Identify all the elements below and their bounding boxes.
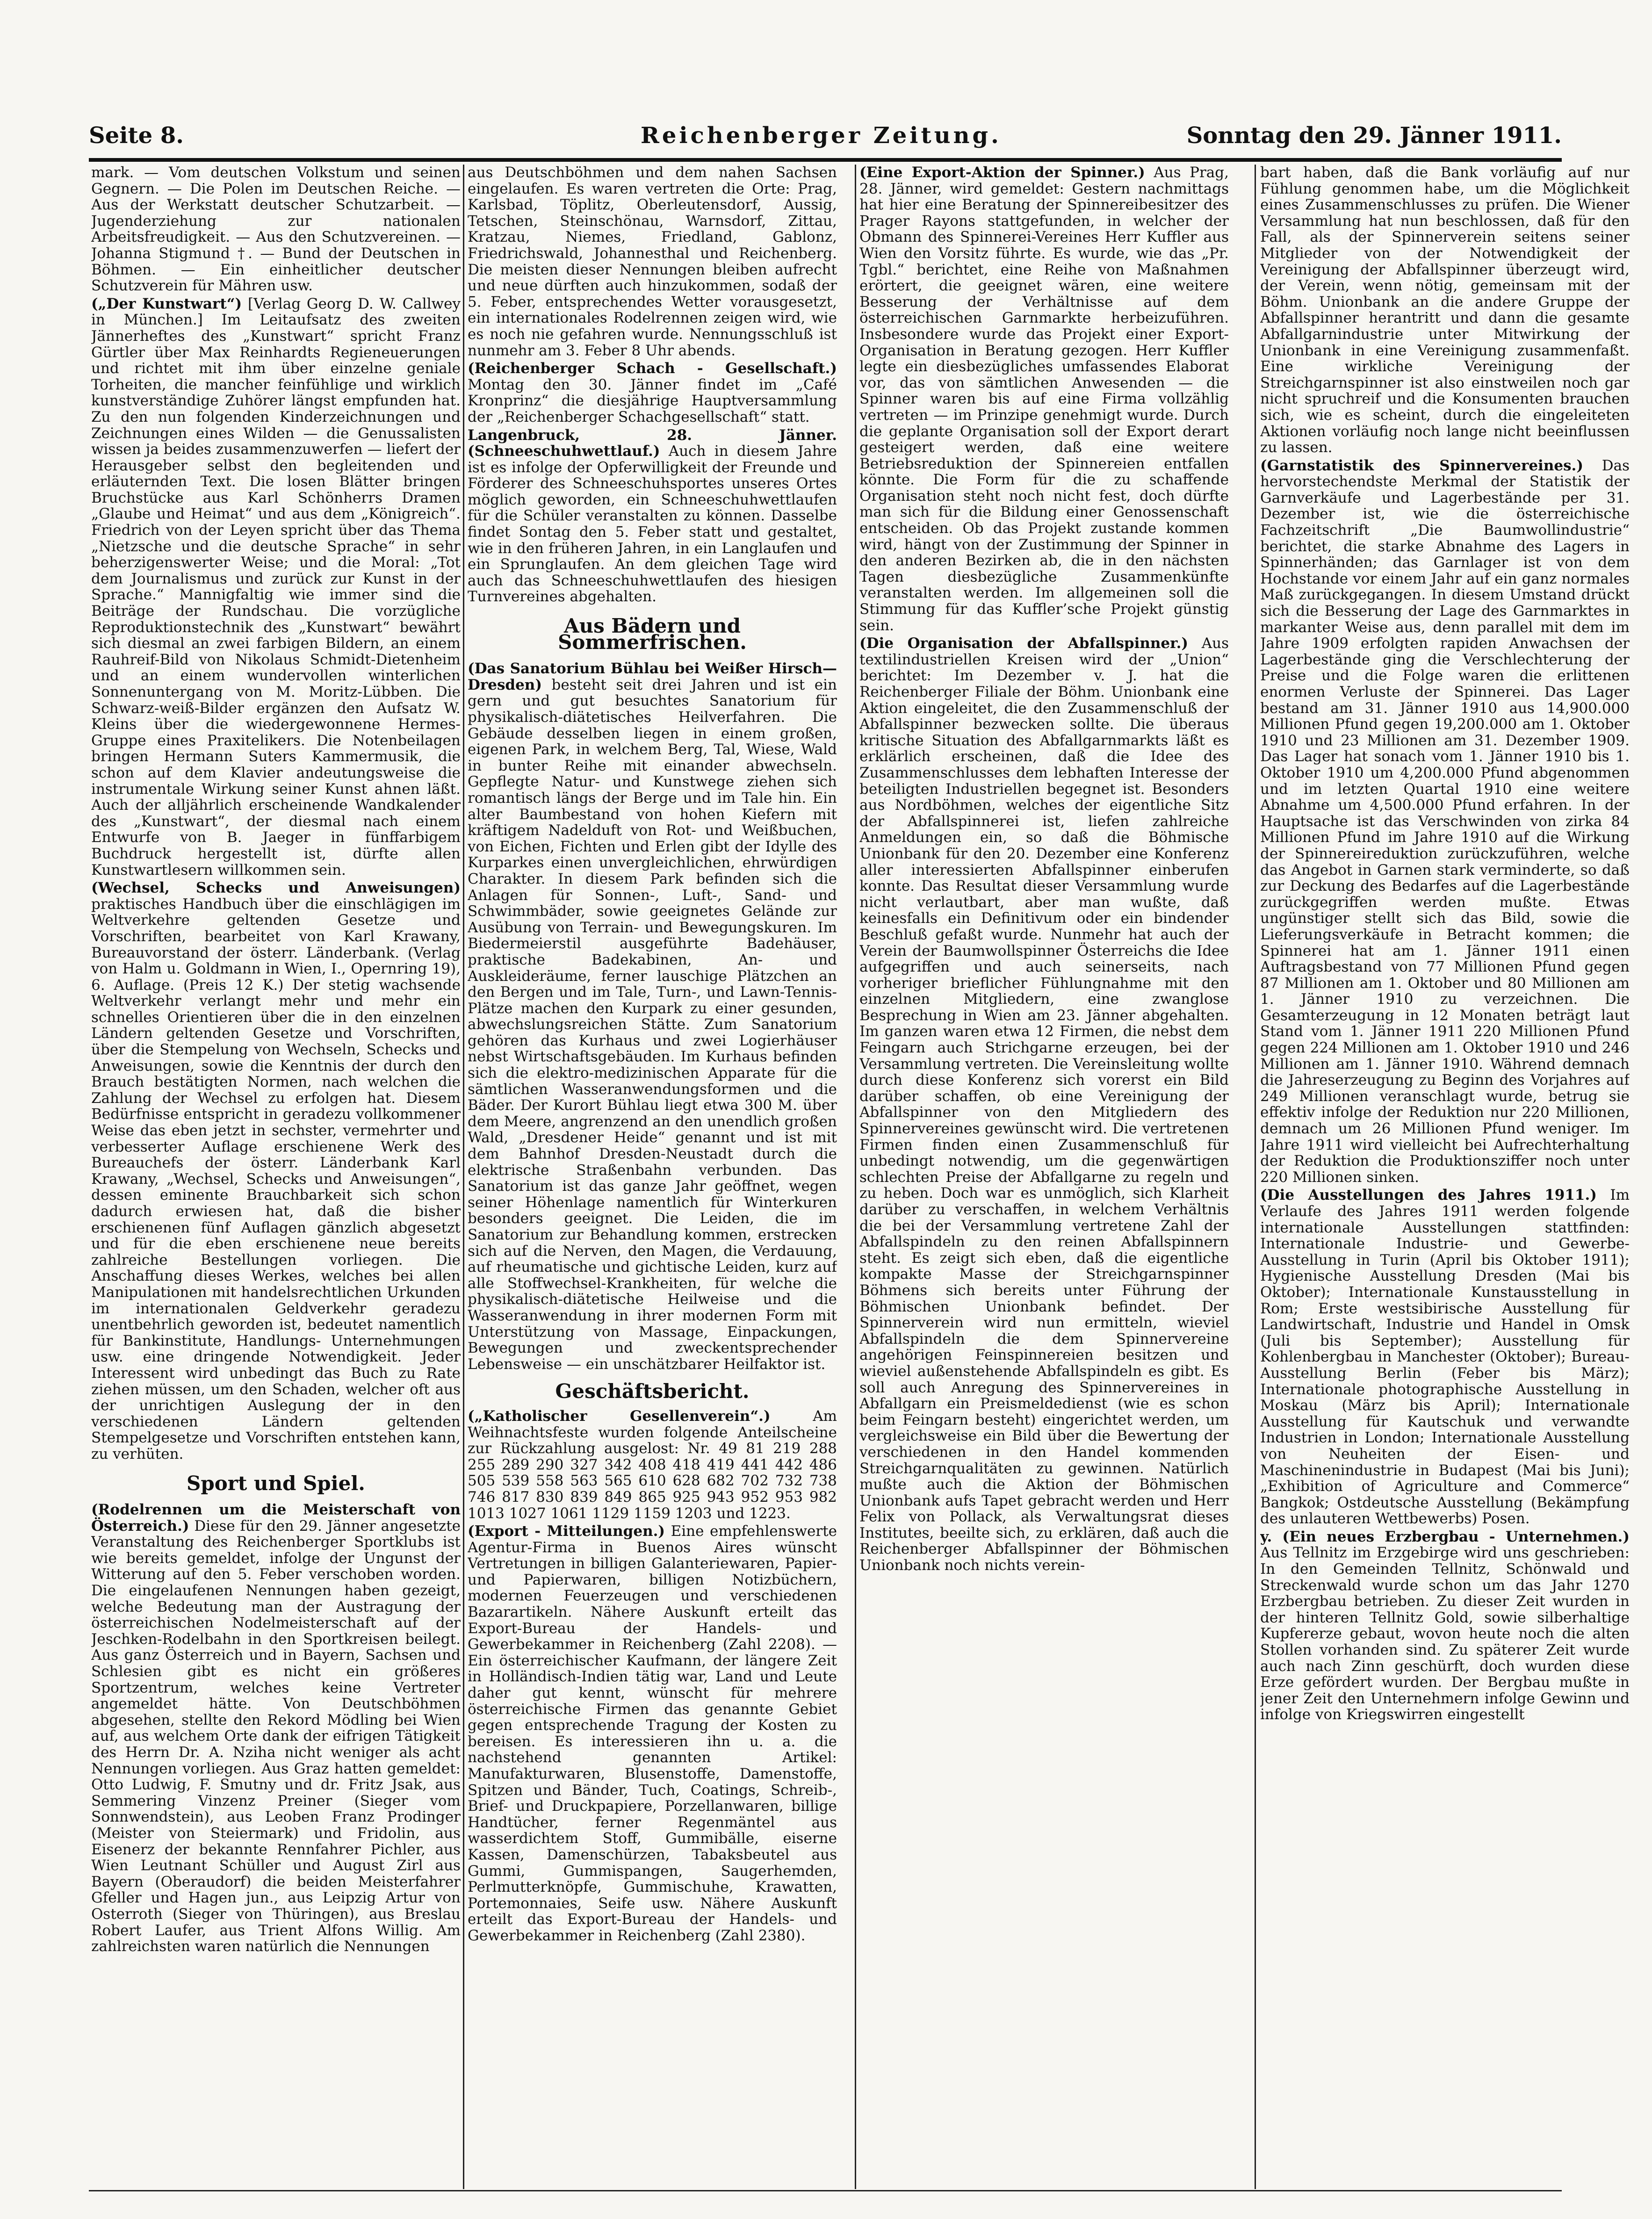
article-text: Aus textilindustriellen Kreisen wird der „Union“ berichtet: Im Dezember v. J. hat die Reichenberger Filiale der Böhm. Unionbank eine Aktion eingeleitet, die den Zusammenschluß der Abfallspinner bezwecken sollte. Die überaus kritische Situation des Abfallgarnmarkts läßt es erklärlich erscheinen, daß die Idee des Zusammenschlusses dem lebhaften Interesse der beteiligten Industriellen begegnet ist. Besonders aus Nordböhmen, welches der eigentliche Sitz der Abfallspinnerei ist, liefen zahlreiche Anmeldungen ein, so daß die Böhmische Unionbank für den 20. Dezember eine Konferenz aller interessierten Abfallspinner einberufen konnte. Das Resultat dieser Versammlung wurde nicht verlautbart, aber man wußte, daß keinesfalls ein Definitivum oder ein bindender Beschluß gefaßt wurde. Nunmehr hat auch der Verein der Baumwollspinner Österreichs die Idee aufgegriffen und auch seinerseits, nach vorheriger brieflicher Fühlungnahme mit den einzelnen Mitgliedern, eine zwanglose Besprechung in Wien am 23. Jänner abgehalten. Im ganzen waren etwa 12 Firmen, die nebst dem Feingarn auch Strichgarne erzeugen, bei der Versammlung vertreten. Die Vereinsleitung wollte durch diese Konferenz sich vorerst ein Bild darüber schaffen, ob eine Vereinigung der Abfallspinner von den Mitgliedern des Spinnervereines gewünscht wird. Die vertretenen Firmen finden einen Zusammenschluß für unbedingt notwendig, um die gegenwärtigen schlechten Preise der Abfallgarne zu regeln und zu heben. Doch war es unmöglich, sich Klarheit darüber zu verschaffen, in welchem Verhältnis die bei der Versammlung vertretene Zahl der Abfallspindeln zu den reinen Abfallspinnern steht. Es zeigt sich eben, daß die eigentliche kompakte Masse der Streichgarnspinner Böhmens sich bereits unter Führung der Böhmischen Unionbank befindet. Der Spinnerverein wird nun ermitteln, wieviel Abfallspindeln die dem Spinnervereine angehörigen Feinspinnereien besitzen und wieviel außenstehende Abfallspindeln es gibt. Es soll auch Anregung des Spinnervereines in Abfallgarn ein Preismeldedienst (wie es schon beim Feingarn besteht) eingerichtet werden, um vergleichsweise ein Bild über die Bewertung der verschiedenen in den Handel kommenden Streichgarnqualitäten zu gewinnen. Natürlich mußte auch die Aktion der Böhmischen Unionbank aufs Tapet gebracht werden und Herr Felix von Pollack, als Verwaltungsrat dieses Institutes, beeilte sich, zu erklären, daß auch die Reichenberger Abfallspinner der Böhmischen Unionbank noch nichts verein- (859, 635, 1229, 1574)
column-2 (468, 165, 837, 2189)
article-heading: (Export - Mitteilungen.) (468, 1523, 665, 1540)
article-heading: Langenbruck, 28. Jänner. (Schneeschuhwettlauf.) (468, 426, 837, 460)
article-text: [Verlag Georg D. W. Callwey in München.] Im Leitaufsatz des zweiten Jännerheftes des „Kunstwart“ spricht Franz Gürtler über Max Reinhardts Regieneuerungen und richtet mit ihm über einzelne geniale Torheiten, die mancher feinfühlige und wirklich kunstverständige Zuhörer längst empfunden hat. Zu den nun folgenden Kinderzeichnungen und Zeichnungen eines Wilden — die Genussalisten wissen ja beides zusammenzuwerfen — liefert der Herausgeber selbst den begleitenden und erläuternden Text. Die losen Blätter bringen Bruchstücke aus Karl Schönherrs Dramen „Glaube und Heimat“ und aus dem „Königreich“. Friedrich von der Leyen spricht über das Thema „Nietzsche und die deutsche Sprache“ in sehr beherzigenswerter Weise; und die Moral: „Tot dem Journalismus und zurück zur Kunst in der Sprache.“ Mannigfaltig wie immer sind die Beiträge der Rundschau. Die vorzügliche Reproduktionstechnik des „Kunstwart“ bewährt sich diesmal an zwei farbigen Bildern, an einem Rauhreif-Bild von Nikolaus Schmidt-Dietenheim und an einem wundervollen winterlichen Sonnenuntergang von M. Moritz-Lübben. Die Schwarz-weiß-Bilder ergänzen den Aufsatz W. Kleins über die wiedergewonnene Hermes-Gruppe eines Praxitelikers. Die Notenbeilagen bringen Hermann Suters Kammermusik, die schon auf dem Klavier andeutungsweise die instrumentale Wirkung seiner Kunst ahnen läßt. Auch der alljährlich erscheinende Wandkalender des „Kunstwart“, der diesmal nach einem Entwurfe von B. Jaeger in fünffarbigem Buchdruck hergestellt ist, dürfte allen Kunstwartlesern willkommen sein. (91, 295, 461, 879)
article (1260, 458, 1630, 1186)
page-header (89, 122, 1562, 151)
article-heading: („Der Kunstwart“) (91, 295, 242, 312)
article (1260, 1529, 1630, 1723)
column-divider (855, 165, 856, 2189)
section-title-sport: Sport und Spiel. (187, 1471, 365, 1495)
article-text: besteht seit drei Jahren und ist ein gern und gut besuchtes Sanatorium für physikalisch-diätetisches Heilverfahren. Die Gebäude desselben liegen in einem großen, eigenen Park, in welchem Berg, Tal, Wiese, Wald in bunter Reihe mit einander abwechseln. Gepflegte Natur- und Kunstwege ziehen sich romantisch längs der Berge und im Tale hin. Ein alter Baumbestand von hohen Kiefern mit kräftigem Nadelduft von Rot- und Weißbuchen, von Eichen, Fichten und Erlen gibt der Idylle des Kurparkes einen unvergleichlichen, ehrwürdigen Charakter. In diesem Park befinden sich die Anlagen für Sonnen-, Luft-, Sand- und Schwimmbäder, sowie geeignetes Gelände zur Ausübung von Terrain- und Bewegungskuren. Im Biedermeierstil ausgeführte Badehäuser, praktische Badekabinen, An- und Auskleideräume, ferner lauschige Plätzchen an den Bergen und im Tale, Turn-, und Lawn-Tennis-Plätze machen den Kurpark zu einer gesunden, abwechslungsreichen Stätte. Zum Sanatorium gehören das Kurhaus und zwei Logierhäuser nebst Wirtschaftsgebäuden. Im Kurhaus befinden sich die elektro-medizinischen Apparate für die sämtlichen Wasseranwendungsformen und die Bäder. Der Kurort Bühlau liegt etwa 300 M. über dem Meere, angrenzend an den unendlich großen Wald, „Dresdener Heide“ genannt und ist mit dem Bahnhof Dresden-Neustadt durch die elektrische Straßenbahn verbunden. Das Sanatorium ist das ganze Jahr geöffnet, wegen seiner Höhenlage namentlich für Winterkuren besonders geeignet. Die Leiden, die im Sanatorium zur Behandlung kommen, erstrecken sich auf die Nerven, den Magen, die Verdauung, auf rheumatische und gichtische Leiden, kurz auf alle Stoffwechsel-Krankheiten, für welche die physikalisch-diätetische Heilweise und die Wasseranwendung in ihrer modernen Form mit Unterstützung von Massage, Einpackungen, Bewegungen und zweckentsprechender Lebensweise — ein unschätzbarer Heilfaktor ist. (468, 676, 837, 1373)
article-heading: (Garnstatistik des Spinnervereines.) (1260, 457, 1584, 474)
section-title-baeder: Aus Bädern und Sommerfrischen. (558, 614, 747, 654)
article-text: Diese für den 29. Jänner angesetzte Veranstaltung des Reichenberger Sportklubs ist wie bereits gemeldet, infolge der Ungunst der Witterung auf den 5. Feber verschoben worden. Die eingelaufenen Nennungen haben gezeigt, welche Bedeutung man der Austragung der österreichischen Nodelmeisterschaft auf der Jeschken-Rodelbahn in den Sportkreisen beilegt. Aus ganz Österreich und in Bayern, Sachsen und Schlesien gibt es nicht ein größeres Sportzentrum, welches keine Vertreter angemeldet hätte. Von Deutschböhmen abgesehen, stellte den Rekord Mödling bei Wien auf, aus welchem Orte dank der eifrigen Tätigkeit des Herrn Dr. A. Nziha nicht weniger als acht Nennungen vorliegen. Aus Graz hatten gemeldet: Otto Ludwig, F. Smutny und dr. Fritz Jsak, aus Semmering Vinzenz Preiner (Sieger vom Sonnwendstein), aus Leoben Franz Prodinger (Meister von Steiermark) und Fridolin, aus Eisenerz der bekannte Rennfahrer Pichler, aus Wien Leutnant Schüller und August Zirl aus Bayern (Oberaudorf) die beiden Meisterfahrer Gfeller und Hagen jun., aus Leipzig Artur von Osterroth (Sieger von Thüringen), aus Breslau Robert Laufer, aus Trient Alfons Willig. Am zahlreichsten waren natürlich die Nennungen (91, 1517, 461, 1955)
column-1 (91, 165, 461, 2189)
article-text: mark. — Vom deutschen Volkstum und seinen Gegnern. — Die Polen im Deutschen Reiche. — Aus der Werkstatt deutscher Schutzarbeit. — Jugenderziehung zur nationalen Arbeitsfreudigkeit. — Aus den Schutzvereinen. — Johanna Stigmund †. — Bund der Deutschen in Böhmen. — Ein einheitlicher deutscher Schutzverein für Mähren usw. (91, 165, 461, 295)
header-rule (89, 158, 1562, 162)
page-number: Seite 8. (89, 122, 184, 149)
article (859, 165, 1229, 634)
bottom-rule (89, 2190, 1562, 2191)
article (468, 427, 837, 605)
article-text: aus Deutschböhmen und dem nahen Sachsen eingelaufen. Es waren vertreten die Orte: Prag, Karlsbad, Töplitz, Oberleutensdorf, Aussig, Tetschen, Steinschönau, Warnsdorf, Zittau, Kratzau, Niemes, Friedland, Gablonz, Friedrichswald, Johannesthal und Reichenberg. Die meisten dieser Nennungen bleiben aufrecht und neue dürften auch hinzukommen, sodaß der 5. Feber, entsprechendes Wetter vorausgesetzt, ein internationales Rodelrennen zeigen wird, wie es noch nie gefahren wurde. Nennungsschluß ist nunmehr am 3. Feber 8 Uhr abends. (468, 165, 837, 359)
article-text: Das hervorstechendste Merkmal der Statistik der Garnverkäufe und Lagerbestände per 31. Dezember ist, wie die österreichische Fachzeitschrift „Die Baumwollindustrie“ berichtet, die starke Abnahme des Lagers in Spinnerhänden; das Garnlager ist von dem Hochstande vor einem Jahr auf ein ganz normales Maß zurückgegangen. In diesem Umstand drückt sich die Besserung der Lage des Garnmarktes in markanter Weise aus, denn parallel mit dem im Jahre 1909 erfolgten rapiden Anwachsen der Lagerbestände ging die Verschlechterung der Preise und die Folge waren die erlittenen enormen Verluste der Spinnerei. Das Lager bestand am 31. Jänner 1910 aus 14,900.000 Millionen Pfund gegen 19,200.000 am 1. Oktober 1910 und 23 Millionen am 31. Dezember 1909. Das Lager hat sonach vom 1. Jänner 1910 bis 1. Oktober 1910 um 4,200.000 Pfund abgenommen und im letzten Quartal 1910 eine weitere Abnahme um 4,500.000 Pfund erfahren. In der Hauptsache ist das Verschwinden von zirka 84 Millionen Pfund im Jahre 1910 auf die Wirkung der Spinnereireduktion zurückzuführen, welche das Angebot in Garnen stark verminderte, so daß zur Deckung des Bedarfes auf die Lagerbestände zurückgegriffen werden mußte. Etwas ungünstiger stellt sich das Bild, sowie die Lieferungsverkäufe in Betracht kommen; die Spinnerei hat am 1. Jänner 1911 einen Auftragsbestand von 77 Millionen Pfund gegen 87 Millionen am 1. Oktober und 80 Millionen am 1. Jänner 1910 zu verzeichnen. Die Gesamterzeugung in 12 Monaten beträgt laut Stand vom 1. Jänner 1911 220 Millionen Pfund gegen 224 Millionen am 1. Oktober 1910 und 246 Millionen am 1. Jänner 1910. Während demnach die Jahreserzeugung zu Beginn des Vorjahres auf 249 Millionen veranschlagt wurde, betrug sie effektiv infolge der Reduktion nur 220 Millionen, demnach um 26 Millionen Pfund weniger. Im Jahre 1911 wird vielleicht bei Aufrechterhaltung der Reduktion die Produktionsziffer noch unter 220 Millionen sinken. (1260, 457, 1630, 1186)
section-title-geschaeftsbericht: Geschäftsbericht. (555, 1380, 750, 1403)
article-text: bart haben, daß die Bank vorläufig auf nur Fühlung genommen habe, um die Möglichkeit eines Zusammenschlusses zu prüfen. Die Wiener Versammlung hat nun beschlossen, daß für den Fall, als der Spinnerverein seitens seiner Mitglieder von der Notwendigkeit der Vereinigung der Abfallspinner überzeugt wird, der Verein, wenn nötig, gemeinsam mit der Böhm. Unionbank an die andere Gruppe der Abfallspinner herantritt und dann die gesamte Abfallgarnindustrie unter Mitwirkung der Unionbank in eine Vereinigung zusammenfaßt. Eine wirkliche Vereinigung der Streichgarnspinner ist also einstweilen noch gar nicht spruchreif und die Konsumenten brauchen sich, wie es scheint, durch die eingeleiteten Aktionen vorläufig noch lange nicht beeinflussen zu lassen. (1260, 165, 1630, 456)
article-text: praktisches Handbuch über die einschlägigen im Weltverkehre geltenden Gesetze und Vorschriften, bearbeitet von Karl Krawany, Bureauvorstand der österr. Länderbank. (Verlag von Halm u. Goldmann in Wien, I., Opernring 19), 6. Auflage. (Preis 12 K.) Der stetig wachsende Weltverkehr verlangt mehr und mehr ein schnelles Orientieren über die in den einzelnen Ländern geltenden Gesetze und Vorschriften, über die Stempelung von Wechseln, Schecks und Anweisungen, sowie die Kenntnis der durch den Brauch bestätigten Normen, nach welchen die Zahlung der Wechsel zu erfolgen hat. Diesem Bedürfnisse entspricht in geradezu vollkommener Weise das eben jetzt in sechster, vermehrter und verbesserter Auflage erschienene Werk des Bureauchefs der österr. Länderbank Karl Krawany, „Wechsel, Schecks und Anweisungen“, dessen eminente Brauchbarkeit sich schon dadurch erwiesen hat, daß die bisher erschienenen fünf Auflagen gänzlich abgesetzt und für die eben erschienene neue bereits zahlreiche Bestellungen vorliegen. Die Anschaffung dieses Werkes, welches bei allen Manipulationen mit handelsrechtlichen Urkunden im internationalen Geldverkehr geradezu unentbehrlich geworden ist, bedeutet namentlich für Bankinstitute, Handlungs- Unternehmungen usw. eine dringende Notwendigkeit. Jeder Interessent wird unbedingt das Buch zu Rate ziehen müssen, um den Schaden, welcher oft aus der unrichtigen Auslegung der in den verschiedenen Ländern geltenden Stempelgesetze und Vorschriften entstehen kann, zu verhüten. (91, 895, 461, 1463)
column-divider (463, 165, 464, 2189)
article (468, 360, 837, 425)
article-text: Am Weihnachtsfeste wurden folgende Anteilscheine zur Rückzahlung ausgelost: Nr. 49 81 219 288 255 289 290 327 342 408 418 419 441 442 486 505 539 558 563 565 610 628 682 702 732 738 746 817 830 839 849 865 925 943 952 953 982 1013 1027 1061 1129 1159 1203 und 1223. (468, 1407, 837, 1522)
article-heading: („Katholischer Gesellenverein“.) (468, 1407, 771, 1425)
article-heading: (Reichenberger Schach - Gesellschaft.) (468, 360, 837, 377)
article (91, 1502, 461, 1955)
issue-date: Sonntag den 29. Jänner 1911. (1186, 122, 1562, 149)
article-heading: y. (Ein neues Erzbergbau - Unternehmen.) (1260, 1528, 1630, 1545)
article-text: Eine empfehlenswerte Agentur-Firma in Buenos Aires wünscht Vertretungen in billigen Galanteriewaren, Papier- und Papierwaren, billigen Notizbüchern, modernen Feuerzeugen und verschiedenen Bazarartikeln. Nähere Auskunft erteilt das Export-Bureau der Handels- und Gewerbekammer in Reichenberg (Zahl 2208). — Ein österreichischer Kaufmann, der längere Zeit in Holländisch-Indien tätig war, Land und Leute daher gut kennt, wünscht für mehrere österreichische Firmen das genannte Gebiet gegen entsprechende Tragung der Kosten zu bereisen. Es interessieren ihn u. a. die nachstehend genannten Artikel: Manufakturwaren, Blusenstoffe, Damenstoffe, Spitzen und Bänder, Tuch, Coatings, Schreib-, Brief- und Druckpapiere, Porzellanwaren, billige Handtücher, ferner Regenmäntel aus wasserdichtem Stoff, Gummibälle, eiserne Kassen, Damenschürzen, Tabaksbeutel aus Gummi, Gummispangen, Saugerhemden, Perlmutterknöpfe, Gummischuhe, Krawatten, Portemonnaies, Seife usw. Nähere Auskunft erteilt das Export-Bureau der Handels- und Gewerbekammer in Reichenberg (Zahl 2380). (468, 1523, 837, 1944)
article (468, 661, 837, 1372)
article-text: Aus Prag, 28. Jänner, wird gemeldet: Gestern nachmittags hat hier eine Beratung der Spinnereibesitzer des Prager Rayons stattgefunden, in welcher der Obmann des Spinnerei-Vereines Herr Kuffler aus Wien den Vorsitz führte. Es wurde, wie das „Pr. Tgbl.“ berichtet, eine Reihe von Maßnahmen erörtert, die geeignet wären, eine weitere Besserung der Verhältnisse auf dem österreichischen Garnmarkte herbeizuführen. Insbesondere wurde das Projekt einer Export-Organisation in Beratung gezogen. Herr Kuffler legte ein diesbezügliches umfassendes Elaborat vor, das von sämtlichen Anwesenden — die Spinner waren bis auf eine Firma vollzählig vertreten — im Prinzipe genehmigt wurde. Durch die geplante Organisation soll der Export derart gesteigert werden, daß eine weitere Betriebsreduktion der Spinnereien entfallen könnte. Die Form für die zu schaffende Organisation steht noch nicht fest, doch dürfte man sich für die Bildung einer Genossenschaft entscheiden. Ob das Projekt zustande kommen wird, hängt von der Zustimmung der Spinner in den anderen Bezirken ab, die in den nächsten Tagen diesbezügliche Zusammenkünfte veranstalten werden. Im allgemeinen soll die Stimmung für das Kuffler’sche Projekt günstig sein. (859, 165, 1229, 634)
article-heading: (Eine Export-Aktion der Spinner.) (859, 165, 1145, 181)
article-text: Im Verlaufe des Jahres 1911 werden folgende internationale Ausstellungen stattfinden: Internationale Industrie- und Gewerbe-Ausstellung in Turin (April bis Oktober 1911); Hygienische Ausstellung Dresden (Mai bis Oktober); Internationale Kunstausstellung in Rom; Erste westsibirische Ausstellung für Landwirtschaft, Industrie und Handel in Omsk (Juli bis September); Ausstellung für Kohlenbergbau in Manchester (Oktober); Bureau-Ausstellung Berlin (Feber bis März); Internationale photographische Ausstellung in Moskau (März bis April); Internationale Ausstellung für Kautschuk und verwandte Industrien in London; Internationale Ausstellung von Neuheiten der Eisen- und Maschinenindustrie in Budapest (Mai bis Juni); „Exhibition of Agriculture and Commerce“ Bangkok; Ostdeutsche Ausstellung (Bekämpfung des unlauteren Wettbewerbs) Posen. (1260, 1187, 1630, 1527)
article-heading: (Rodelrennen um die Meisterschaft von Österreich.) (91, 1501, 461, 1535)
article (91, 880, 461, 1462)
article-text: Aus Tellnitz im Erzgebirge wird uns geschrieben: In den Gemeinden Tellnitz, Schönwald und Streckenwald wurde schon um das Jahr 1270 Erzbergbau betrieben. Zu dieser Zeit wurden in der hinteren Tellnitz Gold, sowie silberhaltige Kupfererze gebaut, wovon heute noch die alten Stollen vorhanden sind. Zu späterer Zeit wurde auch nach Zinn geschürft, doch wurden diese Erze gefördert wurden. Der Bergbau mußte in jener Zeit den Unternehmern infolge Gewinn und infolge von Kriegswirren eingestellt (1260, 1544, 1630, 1723)
article (468, 1408, 837, 1521)
article (468, 1523, 837, 1944)
column-4 (1260, 165, 1630, 2189)
article-heading: (Wechsel, Schecks und Anweisungen) (91, 879, 461, 897)
article (1260, 1187, 1630, 1527)
article-text: Auch in diesem Jahre ist es infolge der Opferwilligkeit der Freunde und Förderer des Schneeschuhsportes unseres Ortes möglich geworden, ein Schneeschuhwettlaufen für die Schüler veranstalten zu können. Dasselbe findet Sontag den 5. Feber statt und gestaltet, wie in den früheren Jahren, in ein Langlaufen und ein Sprunglaufen. An dem gleichen Tage wird auch das Schneeschuhwettlaufen des hiesigen Turnvereines abgehalten. (468, 443, 837, 605)
article-text: Montag den 30. Jänner findet im „Café Kronprinz“ die diesjährige Hauptversammlung der „Reichenberger Schachgesellschaft“ statt. (468, 376, 837, 425)
article-heading: (Die Ausstellungen des Jahres 1911.) (1260, 1187, 1597, 1204)
article (91, 296, 461, 878)
column-divider (1255, 165, 1256, 2189)
column-3 (859, 165, 1229, 2189)
article-heading: (Die Organisation der Abfallspinner.) (859, 635, 1189, 652)
newspaper-title: Reichenberger Zeitung. (641, 122, 1002, 149)
article-heading: (Das Sanatorium Bühlau bei Weißer Hirsch—Dresden) (468, 660, 837, 693)
article (859, 635, 1229, 1573)
